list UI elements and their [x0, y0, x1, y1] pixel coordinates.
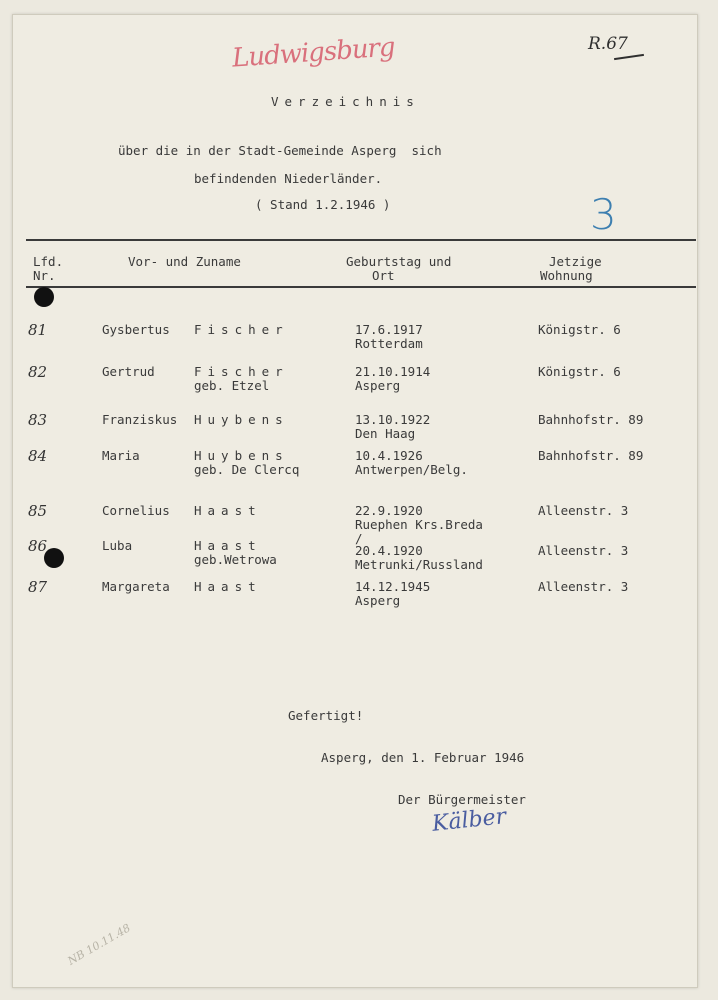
address: Königstr. 6 [538, 322, 621, 337]
handwritten-place-name: Ludwigsburg [231, 32, 396, 74]
maiden-name: geb.Wetrowa [194, 552, 277, 567]
row-number: 83 [28, 411, 48, 429]
last-name: Fischer [194, 364, 289, 379]
maiden-name: geb. Etzel [194, 378, 270, 393]
separator-slash: / [355, 531, 363, 546]
last-name: Fischer [194, 322, 289, 337]
last-name: Haast [194, 538, 262, 553]
row-number: 86 [28, 537, 48, 555]
address: Königstr. 6 [538, 364, 621, 379]
last-name: Haast [194, 503, 262, 518]
subtitle-line-1: über die in der Stadt-Gemeinde Asperg sich [118, 143, 442, 158]
row-number: 87 [28, 578, 48, 596]
first-name: Gertrud [102, 364, 155, 379]
table-top-rule [26, 239, 696, 241]
col-header-nr: Nr. [33, 268, 56, 283]
col-header-place: Ort [372, 268, 395, 283]
row-number: 82 [28, 363, 48, 381]
birth-date: 17.6.1917 [355, 322, 423, 337]
birth-date: 20.4.1920 [355, 543, 423, 558]
col-header-wohnung: Wohnung [540, 268, 593, 283]
row-number: 84 [28, 447, 48, 465]
stand-date: ( Stand 1.2.1946 ) [255, 197, 391, 212]
mayor-title: Der Bürgermeister [398, 792, 526, 807]
mayor-signature: Kälber [430, 804, 508, 837]
birth-place: Den Haag [355, 426, 416, 441]
first-name: Gysbertus [102, 322, 170, 337]
birth-place: Asperg [355, 378, 401, 393]
col-header-addr: Jetzige [549, 254, 602, 269]
birth-date: 10.4.1926 [355, 448, 423, 463]
row-number: 85 [28, 502, 48, 520]
address: Bahnhofstr. 89 [538, 448, 644, 463]
address: Alleenstr. 3 [538, 543, 629, 558]
first-name: Franziskus [102, 412, 178, 427]
first-name: Maria [102, 448, 140, 463]
punch-hole [34, 287, 54, 307]
col-header-name: Vor- und Zuname [128, 254, 241, 269]
last-name: Huybens [194, 448, 289, 463]
col-header-lfd: Lfd. [33, 254, 64, 269]
document-sheet [12, 14, 698, 988]
birth-date: 21.10.1914 [355, 364, 431, 379]
last-name: Haast [194, 579, 262, 594]
document-title: Verzeichnis [271, 94, 420, 109]
birth-place: Metrunki/Russland [355, 557, 483, 572]
birth-date: 13.10.1922 [355, 412, 431, 427]
row-number: 81 [28, 321, 48, 339]
address: Alleenstr. 3 [538, 579, 629, 594]
gefertigt-text: Gefertigt! [288, 708, 364, 723]
first-name: Margareta [102, 579, 170, 594]
table-header-rule [26, 286, 696, 288]
address: Alleenstr. 3 [538, 503, 629, 518]
birth-place: Rotterdam [355, 336, 423, 351]
first-name: Cornelius [102, 503, 170, 518]
last-name: Huybens [194, 412, 289, 427]
subtitle-line-2: befindenden Niederländer. [194, 171, 383, 186]
col-header-birth: Geburtstag und [346, 254, 452, 269]
place-date: Asperg, den 1. Februar 1946 [321, 750, 525, 765]
maiden-name: geb. De Clercq [194, 462, 300, 477]
birth-place: Asperg [355, 593, 401, 608]
pencil-note: NB 10.11.48 [65, 921, 133, 968]
birth-place: Antwerpen/Belg. [355, 462, 468, 477]
birth-date: 22.9.1920 [355, 503, 423, 518]
reference-number: R.67 [588, 34, 628, 54]
birth-date: 14.12.1945 [355, 579, 431, 594]
blue-handwritten-number: 3 [590, 190, 617, 239]
birth-place: Ruephen Krs.Breda [355, 517, 483, 532]
first-name: Luba [102, 538, 133, 553]
address: Bahnhofstr. 89 [538, 412, 644, 427]
